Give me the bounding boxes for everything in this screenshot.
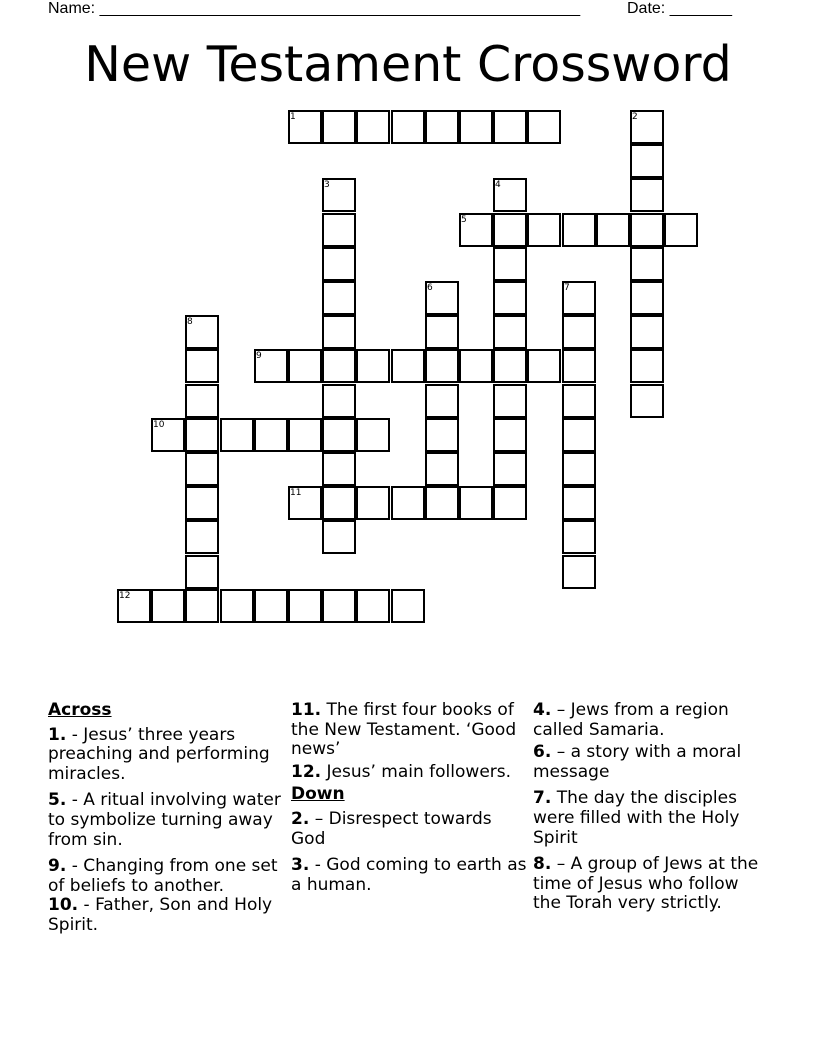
- grid-cell[interactable]: [322, 452, 356, 486]
- grid-cell[interactable]: [630, 213, 664, 247]
- grid-cell[interactable]: [630, 281, 664, 315]
- grid-cell[interactable]: [425, 486, 459, 520]
- grid-cell[interactable]: [493, 213, 527, 247]
- grid-cell[interactable]: [288, 589, 322, 623]
- grid-cell[interactable]: [322, 384, 356, 418]
- grid-cell[interactable]: [425, 452, 459, 486]
- grid-cell[interactable]: [527, 110, 561, 144]
- grid-cell[interactable]: [322, 349, 356, 383]
- grid-cell[interactable]: [356, 486, 390, 520]
- grid-cell[interactable]: [322, 247, 356, 281]
- grid-cell[interactable]: [493, 315, 527, 349]
- grid-cell[interactable]: [356, 349, 390, 383]
- grid-cell[interactable]: [322, 589, 356, 623]
- grid-cell[interactable]: [630, 144, 664, 178]
- grid-cell[interactable]: [425, 384, 459, 418]
- grid-cell[interactable]: [391, 486, 425, 520]
- grid-cell[interactable]: [425, 110, 459, 144]
- clue-down-4: 4. – Jews from a region called Samaria.: [533, 700, 729, 740]
- grid-cell[interactable]: [493, 247, 527, 281]
- grid-cell[interactable]: [493, 281, 527, 315]
- grid-cell[interactable]: [322, 281, 356, 315]
- clue-across-1: 1. - Jesus’ three years preaching and performing miracles.: [48, 724, 270, 784]
- grid-cell[interactable]: [493, 384, 527, 418]
- grid-cell[interactable]: [562, 555, 596, 589]
- grid-cell[interactable]: [391, 589, 425, 623]
- grid-cell[interactable]: [322, 213, 356, 247]
- grid-cell[interactable]: [630, 384, 664, 418]
- grid-cell[interactable]: [220, 589, 254, 623]
- clues-column-3: [533, 701, 769, 921]
- grid-cell[interactable]: [493, 418, 527, 452]
- grid-cell[interactable]: [356, 418, 390, 452]
- clue-down-2: 2. – Disrespect towards God: [291, 808, 492, 849]
- clue-across-10: 10. - Father, Son and Holy Spirit.: [48, 895, 273, 935]
- grid-cell[interactable]: [254, 589, 288, 623]
- grid-cell[interactable]: [322, 110, 356, 144]
- grid-cell[interactable]: [151, 589, 185, 623]
- clues-column-1: [48, 701, 284, 943]
- grid-cell[interactable]: [562, 349, 596, 383]
- clue-number-label: 9: [256, 351, 262, 361]
- down-heading: Down: [291, 784, 345, 805]
- grid-cell[interactable]: [630, 178, 664, 212]
- grid-cell[interactable]: [493, 110, 527, 144]
- grid-cell[interactable]: [185, 418, 219, 452]
- grid-cell[interactable]: [562, 315, 596, 349]
- clue-number-label: 8: [187, 317, 193, 327]
- name-field[interactable]: Name: ______________________________________________________: [48, 0, 581, 17]
- grid-cell[interactable]: [425, 315, 459, 349]
- grid-cell[interactable]: [356, 589, 390, 623]
- clue-across-9: 9. - Changing from one set of beliefs to another.: [48, 856, 278, 896]
- grid-cell[interactable]: [185, 486, 219, 520]
- grid-cell[interactable]: [288, 418, 322, 452]
- page-title: New Testament Crossword: [84, 36, 732, 93]
- clue-down-6: 6. – a story with a moral message: [533, 742, 742, 782]
- clue-number-label: 5: [461, 215, 467, 225]
- clue-number-label: 4: [495, 180, 501, 190]
- grid-cell[interactable]: [630, 315, 664, 349]
- grid-cell[interactable]: [562, 452, 596, 486]
- grid-cell[interactable]: [562, 486, 596, 520]
- grid-cell[interactable]: [459, 349, 493, 383]
- grid-cell[interactable]: [185, 349, 219, 383]
- grid-cell[interactable]: [493, 486, 527, 520]
- clue-down-7: 7. The day the disciples were filled with the Holy Spirit: [533, 788, 740, 848]
- grid-cell[interactable]: [527, 349, 561, 383]
- grid-cell[interactable]: [185, 520, 219, 554]
- grid-cell[interactable]: [288, 349, 322, 383]
- grid-cell[interactable]: [493, 452, 527, 486]
- grid-cell[interactable]: [185, 384, 219, 418]
- grid-cell[interactable]: [562, 520, 596, 554]
- clue-across-5: 5. - A ritual involving water to symbolize turning away from sin.: [48, 790, 281, 850]
- grid-cell[interactable]: [356, 110, 390, 144]
- grid-cell[interactable]: [322, 418, 356, 452]
- grid-cell[interactable]: [322, 486, 356, 520]
- date-field[interactable]: Date: _______: [627, 0, 732, 17]
- grid-cell[interactable]: [425, 418, 459, 452]
- grid-cell[interactable]: [459, 110, 493, 144]
- clue-across-11: 11. The first four books of the New Testament. ‘Good news’: [291, 700, 517, 760]
- clue-number-label: 3: [324, 180, 330, 190]
- clue-number-label: 12: [119, 591, 131, 601]
- clue-number-label: 6: [427, 283, 433, 293]
- clue-number-label: 7: [564, 283, 570, 293]
- clue-number-label: 2: [632, 112, 638, 122]
- clue-number-label: 11: [290, 488, 302, 498]
- grid-cell[interactable]: [630, 349, 664, 383]
- grid-cell[interactable]: [254, 418, 288, 452]
- across-heading: Across: [48, 700, 112, 720]
- grid-cell[interactable]: [391, 349, 425, 383]
- grid-cell[interactable]: [493, 349, 527, 383]
- clue-number-label: 1: [290, 112, 296, 122]
- grid-cell[interactable]: [391, 110, 425, 144]
- clue-across-12: 12. Jesus’ main followers.: [291, 761, 512, 782]
- clue-down-3: 3. - God coming to earth as a human.: [291, 855, 527, 895]
- grid-cell[interactable]: [425, 349, 459, 383]
- grid-cell[interactable]: [527, 213, 561, 247]
- grid-cell[interactable]: [562, 213, 596, 247]
- grid-cell[interactable]: [185, 555, 219, 589]
- grid-cell[interactable]: [185, 452, 219, 486]
- clue-down-8: 8. – A group of Jews at the time of Jesus who follow the Torah very strictly.: [533, 854, 759, 914]
- clue-number-label: 10: [153, 420, 165, 430]
- grid-cell[interactable]: [322, 520, 356, 554]
- grid-cell[interactable]: [322, 315, 356, 349]
- clues-column-2: [291, 701, 527, 902]
- grid-cell[interactable]: [220, 418, 254, 452]
- grid-cell[interactable]: [664, 213, 698, 247]
- grid-cell[interactable]: [459, 486, 493, 520]
- grid-cell[interactable]: [630, 247, 664, 281]
- grid-cell[interactable]: [562, 384, 596, 418]
- grid-cell[interactable]: [596, 213, 630, 247]
- grid-cell[interactable]: [185, 589, 219, 623]
- grid-cell[interactable]: [562, 418, 596, 452]
